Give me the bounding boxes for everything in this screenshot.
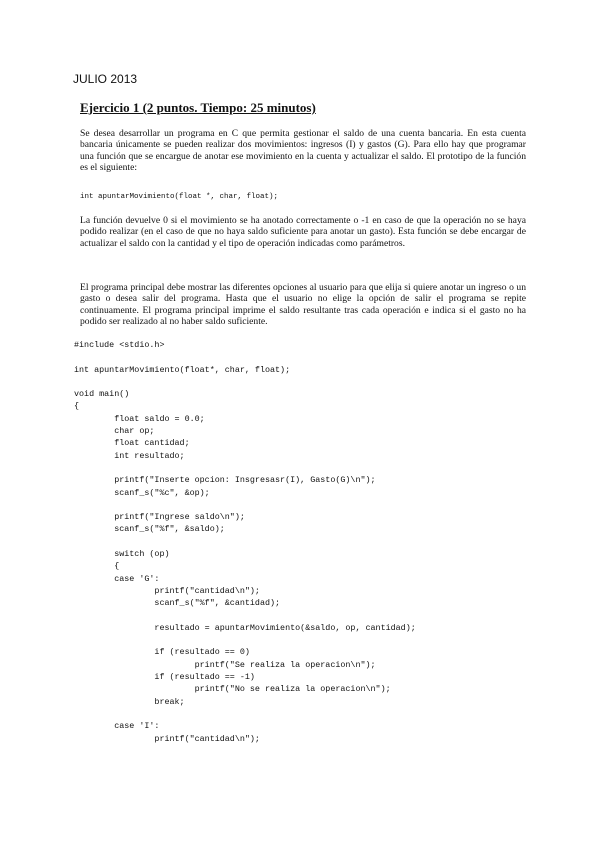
- main-program-paragraph: El programa principal debe mostrar las diferentes opciones al usuario para que elija si quiere anotar un ingreso o un gasto o desea salir del programa. Hasta que el usuario no elige la opción de salir el programa se repite continuamente. El programa principal imprime el saldo resultante tras cada operación e indica si el gasto no ha podido ser realizado al no haber saldo suficiente.: [80, 282, 526, 328]
- exercise-title: Ejercicio 1 (2 puntos. Tiempo: 25 minutos): [80, 100, 316, 115]
- intro-paragraph: Se desea desarrollar un programa en C que permita gestionar el saldo de una cuenta bancaria. En esta cuenta bancaria únicamente se pueden realizar dos movimientos: ingresos (I) y gastos (G). Para ello hay que programar una función que se encargue de anotar ese movimiento en la cuenta y actualizar el saldo. El prototipo de la función es el siguiente:: [80, 128, 526, 174]
- code-listing: #include <stdio.h> int apuntarMovimiento(float*, char, float); void main() { float saldo = 0.0; char op; float cantidad; int resultado; printf("Inserte opcion: Insgresasr(I), Gasto(G)\n"); scanf_s("%c", &op); printf("Ingrese saldo\n"); scanf_s("%f", &saldo); switch (op) { case 'G': printf("cantidad\n"); scanf_s("%f", &cantidad); resultado = apuntarMovimiento(&saldo, op, cantidad); if (resultado == 0) printf("Se realiza la operacion\n"); if (resultado == -1) printf("No se realiza la operacion\n"); break; case 'I': printf("cantidad\n");: [74, 340, 416, 744]
- function-prototype: int apuntarMovimiento(float *, char, float);: [80, 193, 279, 201]
- return-value-paragraph: La función devuelve 0 si el movimiento se ha anotado correctamente o -1 en caso de que la operación no se haya podido realizar (en el caso de que no haya saldo suficiente para anotar un gasto). Esta función se debe encargar de actualizar el saldo con la cantidad y el tipo de operación indicadas como parámetros.: [80, 215, 526, 249]
- page-header-date: JULIO 2013: [73, 72, 138, 86]
